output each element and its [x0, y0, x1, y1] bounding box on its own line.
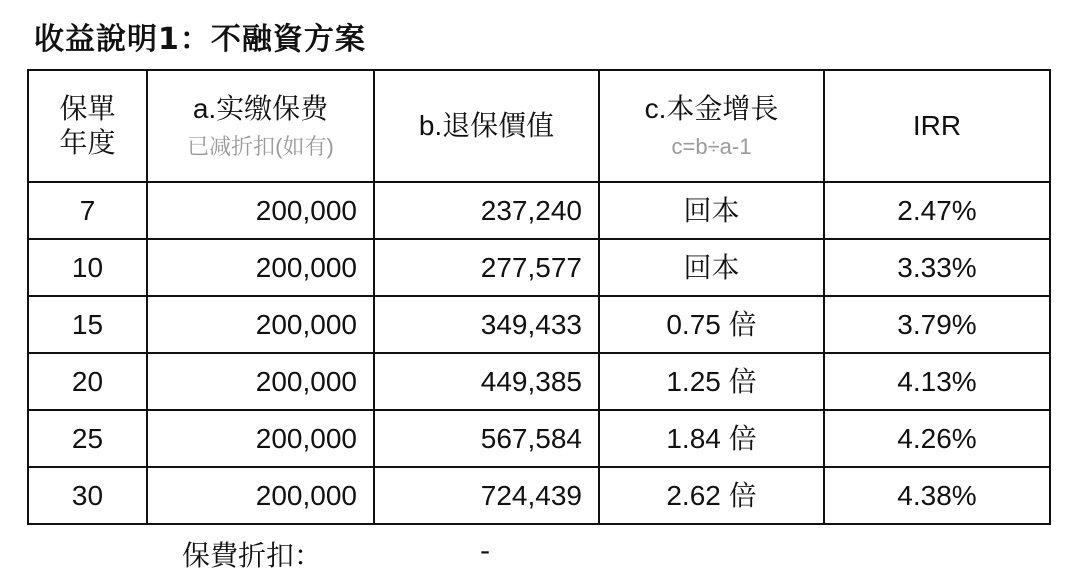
- header-policy-year-line2: 年度: [59, 127, 116, 158]
- header-principal-growth-label: c.本金增長: [644, 93, 779, 124]
- cell-irr: 3.79%: [824, 296, 1050, 353]
- cell-surrender-value: 237,240: [374, 182, 599, 239]
- header-paid-premium: [147, 70, 374, 182]
- cell-policy-year: 7: [28, 182, 147, 239]
- cell-principal-growth: 0.75 倍: [599, 296, 824, 353]
- cell-paid-premium: 200,000: [147, 296, 374, 353]
- cell-policy-year: 20: [28, 353, 147, 410]
- cell-policy-year: 15: [28, 296, 147, 353]
- header-policy-year: [28, 70, 147, 182]
- header-principal-growth: [599, 70, 824, 182]
- header-surrender-value-label: b.退保價值: [418, 110, 555, 142]
- cell-policy-year: 30: [28, 467, 147, 524]
- cell-surrender-value: 724,439: [374, 467, 599, 524]
- header-paid-premium-label: a.实缴保费: [192, 93, 329, 124]
- premium-discount-label: 保費折扣：: [182, 539, 323, 572]
- cell-paid-premium: 200,000: [147, 182, 374, 239]
- table-header-row: [28, 70, 1050, 182]
- header-surrender-value: [374, 70, 599, 182]
- cell-surrender-value: 449,385: [374, 353, 599, 410]
- header-principal-growth-formula: c=b÷a-1: [671, 133, 752, 159]
- cell-irr: 4.38%: [824, 467, 1050, 524]
- cell-principal-growth: 1.84 倍: [599, 410, 824, 467]
- header-irr: [824, 70, 1050, 182]
- cell-policy-year: 25: [28, 410, 147, 467]
- table-row: [28, 296, 1050, 353]
- cell-principal-growth: 2.62 倍: [599, 467, 824, 524]
- cell-paid-premium: 200,000: [147, 467, 374, 524]
- cell-irr: 4.13%: [824, 353, 1050, 410]
- cell-principal-growth: 回本: [599, 239, 824, 296]
- header-irr-label: IRR: [912, 110, 962, 142]
- table-row: [28, 353, 1050, 410]
- cell-principal-growth: 1.25 倍: [599, 353, 824, 410]
- cell-irr: 2.47%: [824, 182, 1050, 239]
- cell-paid-premium: 200,000: [147, 353, 374, 410]
- premium-discount-value: -: [480, 534, 491, 567]
- cell-surrender-value: 349,433: [374, 296, 599, 353]
- cell-surrender-value: 277,577: [374, 239, 599, 296]
- table-row: [28, 239, 1050, 296]
- cell-paid-premium: 200,000: [147, 239, 374, 296]
- cell-irr: 4.26%: [824, 410, 1050, 467]
- returns-table: [27, 69, 1051, 525]
- cell-principal-growth: 回本: [599, 182, 824, 239]
- cell-surrender-value: 567,584: [374, 410, 599, 467]
- table-row: [28, 182, 1050, 239]
- table-row: [28, 467, 1050, 524]
- header-policy-year-line1: 保單: [59, 93, 116, 125]
- cell-irr: 3.33%: [824, 239, 1050, 296]
- table-row: [28, 410, 1050, 467]
- cell-policy-year: 10: [28, 239, 147, 296]
- cell-paid-premium: 200,000: [147, 410, 374, 467]
- page-title: 收益說明1：不融資方案: [34, 22, 366, 57]
- header-paid-premium-note: 已减折扣(如有): [187, 133, 334, 159]
